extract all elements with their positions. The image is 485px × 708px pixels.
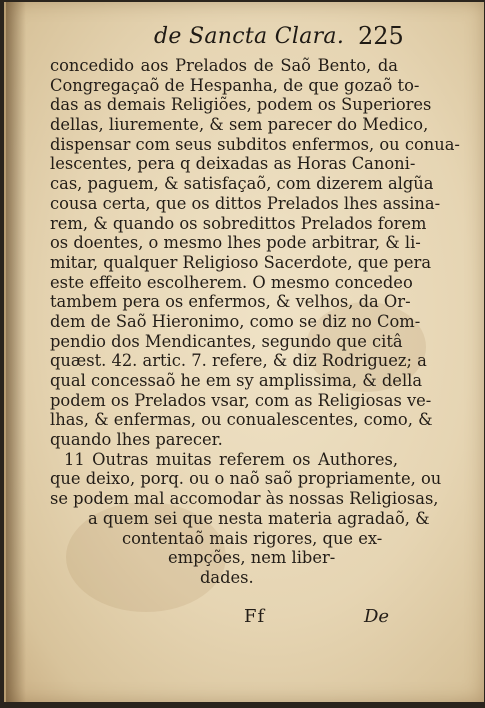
text-line: dellas, liuremente, & sem parecer do Medico, [50, 115, 429, 135]
text-line: cas, paguem, & satisfaçaõ, com dizerem algũa [50, 174, 434, 194]
text-line: os doentes, o mesmo lhes pode arbitrar, & li- [50, 233, 421, 253]
body-text [50, 56, 460, 588]
text-line: quando lhes parecer. [50, 430, 223, 450]
text-line: dem de Saõ Hieronimo, como se diz no Com- [50, 311, 421, 331]
text-line: empções, nem liber- [168, 548, 336, 568]
text-line: que deixo, porq. ou o naõ saõ propriamente, ou [50, 469, 442, 489]
signature-mark: Ff [244, 606, 266, 627]
text-line: contentaõ mais rigores, que ex- [122, 528, 383, 548]
page-footer [6, 606, 484, 636]
text-line: este effeito escolherem. O mesmo concedeo [50, 272, 413, 292]
page-header [6, 22, 484, 54]
text-line: podem os Prelados vsar, com as Religiosas ve- [50, 390, 432, 410]
catchword: De [364, 606, 390, 627]
paragraph-start-line: 11 Outras muitas referem os Authores, [64, 449, 398, 469]
text-line: se podem mal accomodar às nossas Religiosas, [50, 489, 439, 509]
text-line: mitar, qualquer Religioso Sacerdote, que pera [50, 252, 432, 272]
text-line: lhas, & enfermas, ou conualescentes, como, & [50, 410, 433, 430]
text-line: tambem pera os enfermos, & velhos, da Or- [50, 292, 411, 312]
running-head: de Sancta Clara. [154, 24, 345, 49]
text-line: pendio dos Mendicantes, segundo que citâ [50, 331, 403, 351]
text-line: cousa certa, que os dittos Prelados lhes assina- [50, 193, 441, 213]
text-line: quæst. 42. artic. 7. refere, & diz Rodriguez; a [50, 351, 427, 371]
text-line: dispensar com seus subditos enfermos, ou conua- [50, 134, 460, 154]
text-line: a quem sei que nesta materia agradaõ, & [88, 508, 430, 528]
text-line: dades. [200, 567, 254, 587]
text-line: qual concessaõ he em sy amplissima, & della [50, 371, 423, 390]
text-line: concedido aos Prelados de Saõ Bento, da [50, 56, 398, 75]
book-page [4, 2, 484, 702]
text-line: lescentes, pera q deixadas as Horas Canoni- [50, 154, 416, 174]
page-number: 225 [358, 22, 404, 50]
page-gutter-shadow [6, 2, 26, 702]
text-line: Congregaçaõ de Hespanha, de que gozaõ to- [50, 75, 420, 95]
text-line: rem, & quando os sobredittos Prelados forem [50, 213, 427, 233]
text-line: das as demais Religiões, podem os Superiores [50, 95, 432, 115]
